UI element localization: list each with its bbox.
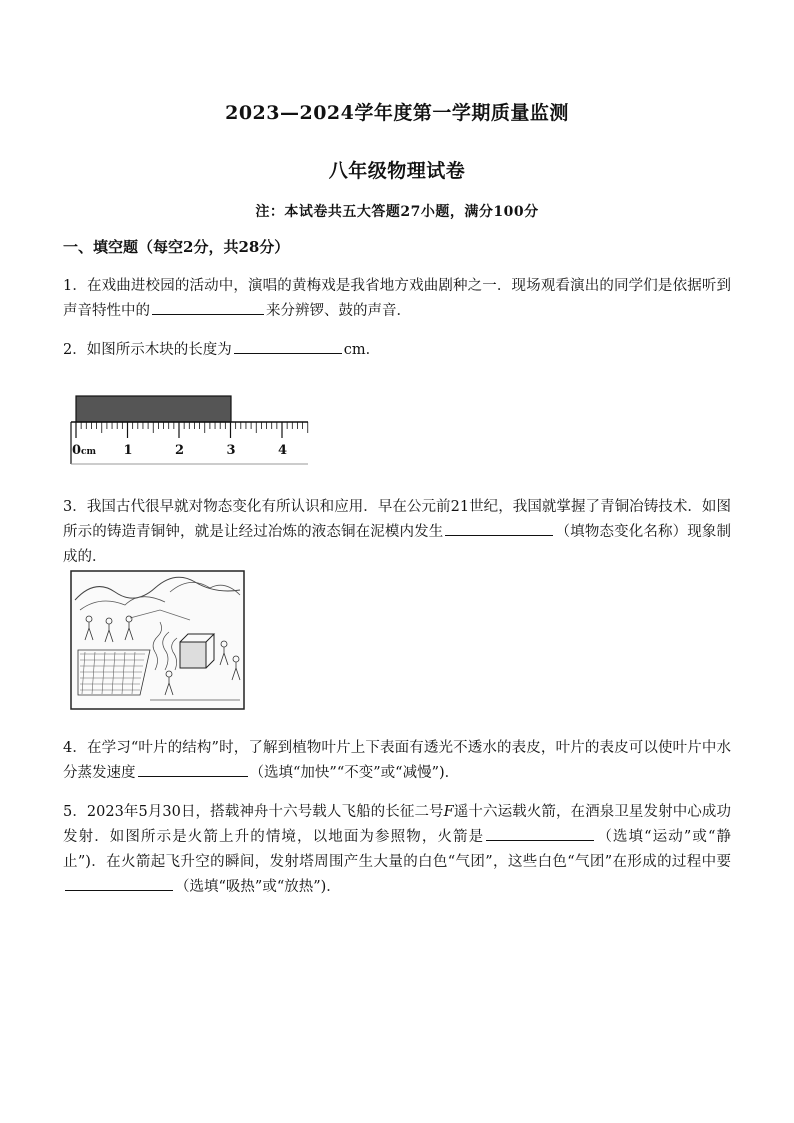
question-5-text-3: （选填“运动”或“静止”)．在火箭起飞升空的瞬间，发射塔周围产生大量的白色“气团”，这些白色“气团”在形成的过程中要: [63, 829, 731, 870]
question-1-blank[interactable]: [152, 300, 264, 315]
question-1: [63, 274, 731, 324]
question-2-blank[interactable]: [234, 339, 342, 354]
question-2-text: 2．如图所示木块的长度为: [63, 342, 232, 358]
question-3-text-end: （填物态变化名称）现象制成的．: [63, 524, 731, 565]
question-3: [63, 495, 731, 570]
question-3-text: 3．我国古代很早就对物态变化有所认识和应用．早在公元前21世纪，我国就掌握了青铜冶铸技术．如图所示的铸造青铜钟，就是让经过冶炼的液态铜在泥模内发生: [63, 499, 731, 540]
question-5-text: 5．2023年5月30日，搭载神舟十六号载人飞船的长征二号: [63, 804, 444, 820]
question-5-blank-2[interactable]: [65, 876, 173, 891]
question-4: [63, 736, 731, 786]
question-5-text-2: 遥十六运载火箭，在酒泉卫星发射中心成功发射．如图所示是火箭上升的情境，以地面为参照物，火箭是: [63, 804, 731, 845]
ruler-label: 2: [175, 443, 185, 458]
question-4-text-end: （选填“加快”“不变”或“减慢”)．: [249, 765, 460, 781]
ruler-label: 0cm: [72, 443, 97, 458]
ruler-label: 3: [226, 443, 236, 458]
ruler-label: 4: [278, 443, 288, 458]
bronze-casting-illustration: [70, 570, 245, 710]
ruler-ticks: [76, 422, 308, 438]
section-heading: 一、填空题（每空2分，共28分）: [63, 238, 290, 256]
question-5-text-end: （选填“吸热”或“放热”)．: [175, 879, 341, 895]
question-3-blank[interactable]: [445, 521, 553, 536]
wooden-block: [76, 396, 231, 422]
question-5-blank-1[interactable]: [486, 826, 594, 841]
question-2: [63, 338, 731, 363]
question-4-blank[interactable]: [138, 762, 248, 777]
question-1-text-end: 来分辨锣、鼓的声音．: [266, 303, 411, 319]
question-1-text: 1．在戏曲进校园的活动中，演唱的黄梅戏是我省地方戏曲剧种之一．现场观看演出的同学们是依据听到声音特性中的: [63, 278, 731, 319]
exam-note: 注：本试卷共五大答题27小题，满分100分: [255, 204, 539, 220]
ruler-labels: [72, 443, 287, 458]
question-5: [63, 800, 731, 900]
question-2-text-end: cm．: [343, 342, 381, 358]
exam-subtitle: 八年级物理试卷: [328, 160, 466, 182]
question-4-text: 4．在学习“叶片的结构”时，了解到植物叶片上下表面有透光不透水的表皮，叶片的表皮可以使叶片中水分蒸发速度: [63, 740, 731, 781]
ruler-figure: [68, 392, 313, 467]
ruler-label: 1: [123, 443, 133, 458]
exam-title: 2023—2024学年度第一学期质量监测: [225, 102, 569, 124]
question-5-f-letter: F: [443, 804, 454, 820]
